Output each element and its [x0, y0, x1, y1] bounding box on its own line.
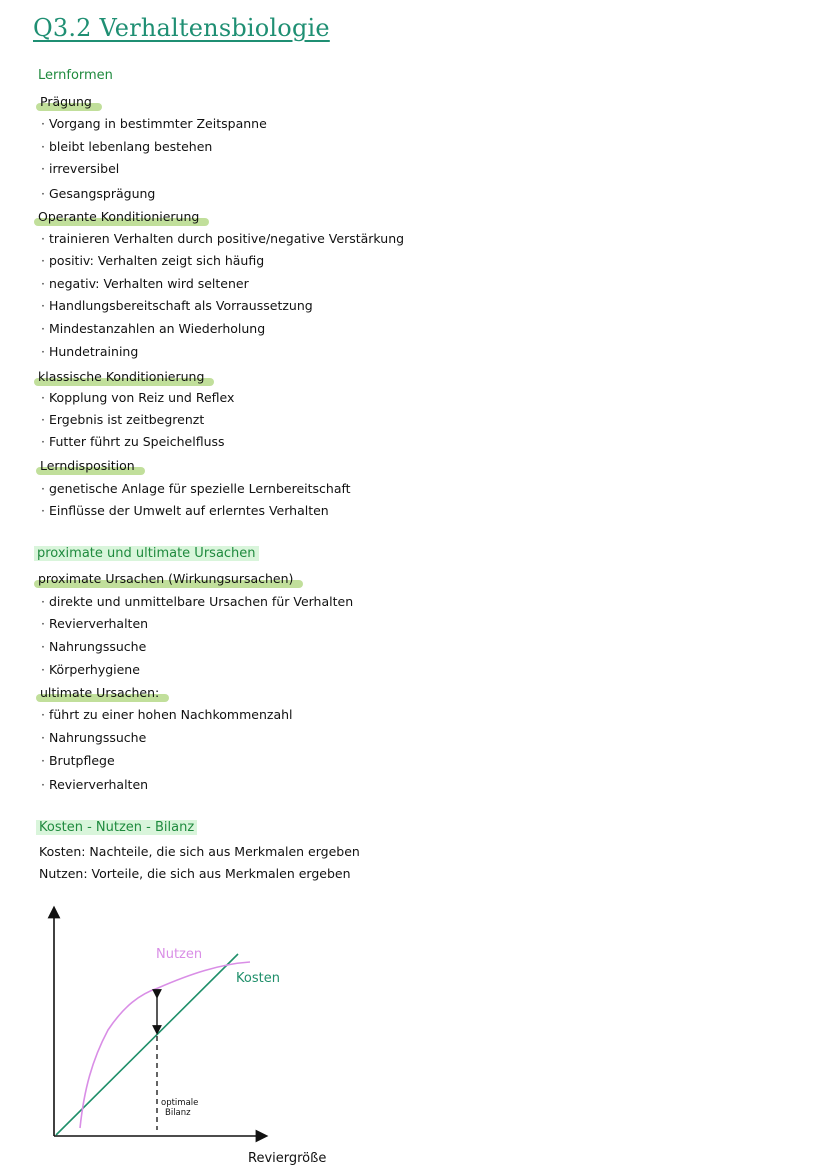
- nutzen-label: Nutzen: [156, 947, 203, 962]
- kosten-label: Kosten: [236, 971, 280, 986]
- list-item-text: Brutpflege: [48, 753, 115, 768]
- list-item: · genetische Anlage für spezielle Lernbereitschaft: [41, 481, 351, 496]
- list-item-text: positiv: Verhalten zeigt sich häufig: [48, 253, 265, 268]
- list-item: · trainieren Verhalten durch positive/negative Verstärkung: [41, 231, 405, 246]
- subheading-praegung-label: Prägung: [40, 94, 92, 109]
- cost-benefit-graph: [0, 890, 400, 1171]
- list-item-text: Ergebnis ist zeitbegrenzt: [48, 412, 205, 427]
- list-item: · Ergebnis ist zeitbegrenzt: [41, 412, 205, 427]
- list-item: · Hundetraining: [41, 344, 139, 359]
- optimal-label-line1: optimale: [161, 1098, 199, 1108]
- list-item-text: Nahrungssuche: [48, 639, 147, 654]
- list-item-text: Vorgang in bestimmter Zeitspanne: [48, 116, 267, 131]
- list-item: · Gesangsprägung: [41, 186, 156, 201]
- list-item-text: Gesangsprägung: [48, 186, 156, 201]
- list-item: · Handlungsbereitschaft als Vorraussetzung: [41, 298, 313, 313]
- x-axis-label: Reviergröße: [248, 1151, 327, 1166]
- list-item-text: Futter führt zu Speichelfluss: [48, 434, 225, 449]
- list-item-text: negativ: Verhalten wird seltener: [48, 276, 249, 291]
- list-item-text: Revierverhalten: [48, 777, 149, 792]
- list-item-text: Revierverhalten: [48, 616, 149, 631]
- list-item-text: direkte und unmittelbare Ursachen für Verhalten: [48, 594, 354, 609]
- list-item-text: bleibt lebenlang bestehen: [48, 139, 213, 154]
- optimal-label-line2: Bilanz: [165, 1108, 191, 1118]
- kosten-definition: Kosten: Nachteile, die sich aus Merkmalen ergeben: [39, 844, 360, 859]
- list-item: · Einflüsse der Umwelt auf erlerntes Verhalten: [41, 503, 329, 518]
- list-item: · Vorgang in bestimmter Zeitspanne: [41, 116, 267, 131]
- list-item: · führt zu einer hohen Nachkommenzahl: [41, 707, 293, 722]
- subheading-proximate-label: proximate Ursachen (Wirkungsursachen): [38, 571, 294, 586]
- subheading-ultimate: [38, 685, 161, 700]
- nutzen-definition: Nutzen: Vorteile, die sich aus Merkmalen ergeben: [39, 866, 351, 881]
- section-heading-bilanz: Kosten - Nutzen - Bilanz: [36, 820, 197, 835]
- list-item: · bleibt lebenlang bestehen: [41, 139, 213, 154]
- list-item: · direkte und unmittelbare Ursachen für Verhalten: [41, 594, 354, 609]
- list-item: · Nahrungssuche: [41, 730, 147, 745]
- list-item: · negativ: Verhalten wird seltener: [41, 276, 249, 291]
- list-item-text: genetische Anlage für spezielle Lernbereitschaft: [48, 481, 351, 496]
- subheading-ultimate-label: ultimate Ursachen:: [40, 685, 160, 700]
- list-item-text: Kopplung von Reiz und Reflex: [48, 390, 235, 405]
- list-item: · Kopplung von Reiz und Reflex: [41, 390, 235, 405]
- list-item: · Körperhygiene: [41, 662, 140, 677]
- page-title: Q3.2 Verhaltensbiologie: [33, 14, 330, 42]
- list-item: · positiv: Verhalten zeigt sich häufig: [41, 253, 265, 268]
- list-item: · Revierverhalten: [41, 616, 149, 631]
- subheading-operante: [36, 209, 201, 224]
- list-item: · irreversibel: [41, 161, 120, 176]
- subheading-lerndisposition: [38, 458, 137, 473]
- list-item-text: Nahrungssuche: [48, 730, 147, 745]
- list-item: · Nahrungssuche: [41, 639, 147, 654]
- subheading-praegung: [38, 94, 94, 109]
- list-item-text: trainieren Verhalten durch positive/negative Verstärkung: [48, 231, 405, 246]
- subheading-klassische: [36, 369, 206, 384]
- list-item-text: Mindestanzahlen an Wiederholung: [48, 321, 266, 336]
- list-item-text: führt zu einer hohen Nachkommenzahl: [48, 707, 293, 722]
- list-item-text: Hundetraining: [48, 344, 139, 359]
- list-item-text: irreversibel: [48, 161, 120, 176]
- list-item-text: Körperhygiene: [48, 662, 140, 677]
- section-heading-lernformen: Lernformen: [38, 68, 113, 83]
- list-item: · Mindestanzahlen an Wiederholung: [41, 321, 266, 336]
- subheading-proximate: [36, 571, 295, 586]
- list-item-text: Einflüsse der Umwelt auf erlerntes Verhalten: [48, 503, 329, 518]
- subheading-klassische-label: klassische Konditionierung: [38, 369, 205, 384]
- section-heading-ursachen: proximate und ultimate Ursachen: [34, 546, 259, 561]
- list-item: · Revierverhalten: [41, 777, 149, 792]
- list-item-text: Handlungsbereitschaft als Vorraussetzung: [48, 298, 313, 313]
- list-item: · Brutpflege: [41, 753, 115, 768]
- list-item: · Futter führt zu Speichelfluss: [41, 434, 225, 449]
- subheading-lerndisposition-label: Lerndisposition: [40, 458, 135, 473]
- subheading-operante-label: Operante Konditionierung: [38, 209, 200, 224]
